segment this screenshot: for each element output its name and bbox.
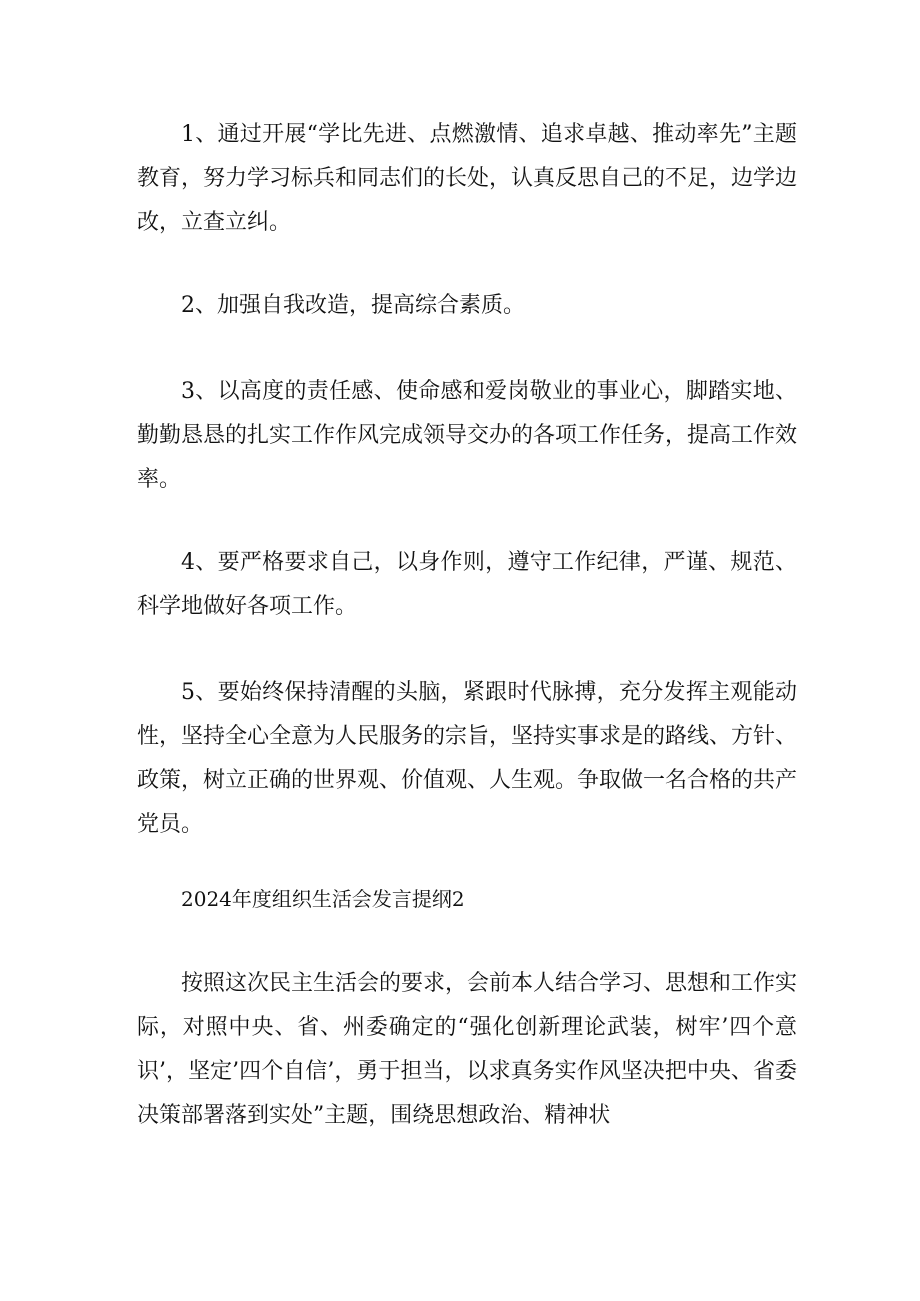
- paragraph-item-1: 1、通过开展“学比先进、点燃激情、追求卓越、推动率先”主题教育，努力学习标兵和同志们的长处，认真反思自己的不足，边学边改，立查立纠。: [137, 122, 798, 235]
- paragraph-item-4: 4、要严格要求自己，以身作则，遵守工作纪律，严谨、规范、科学地做好各项工作。: [137, 550, 797, 619]
- section-heading: 2024年度组织生活会发言提纲2: [181, 887, 465, 911]
- paragraph-item-2: 2、加强自我改造，提高综合素质。: [181, 293, 525, 318]
- section-paragraph: 按照这次民主生活会的要求，会前本人结合学习、思想和工作实际，对照中央、省、州委确定的“强化创新理论武装，树牢’四个意识’，坚定’四个自信’，勇于担当，以求真务实作风坚决把中央、省委决策部署落到实处”主题，围绕思想政治、精神状: [137, 971, 798, 1128]
- paragraph-item-3: 3、以高度的责任感、使命感和爱岗敬业的事业心，脚踏实地、勤勤恳恳的扎实工作作风完成领导交办的各项工作任务，提高工作效率。: [137, 379, 798, 492]
- paragraph-item-5: 5、要始终保持清醒的头脑，紧跟时代脉搏，充分发挥主观能动性，坚持全心全意为人民服务的宗旨，坚持实事求是的路线、方针、政策，树立正确的世界观、价值观、人生观。争取做一名合格的共产党员。: [137, 680, 798, 837]
